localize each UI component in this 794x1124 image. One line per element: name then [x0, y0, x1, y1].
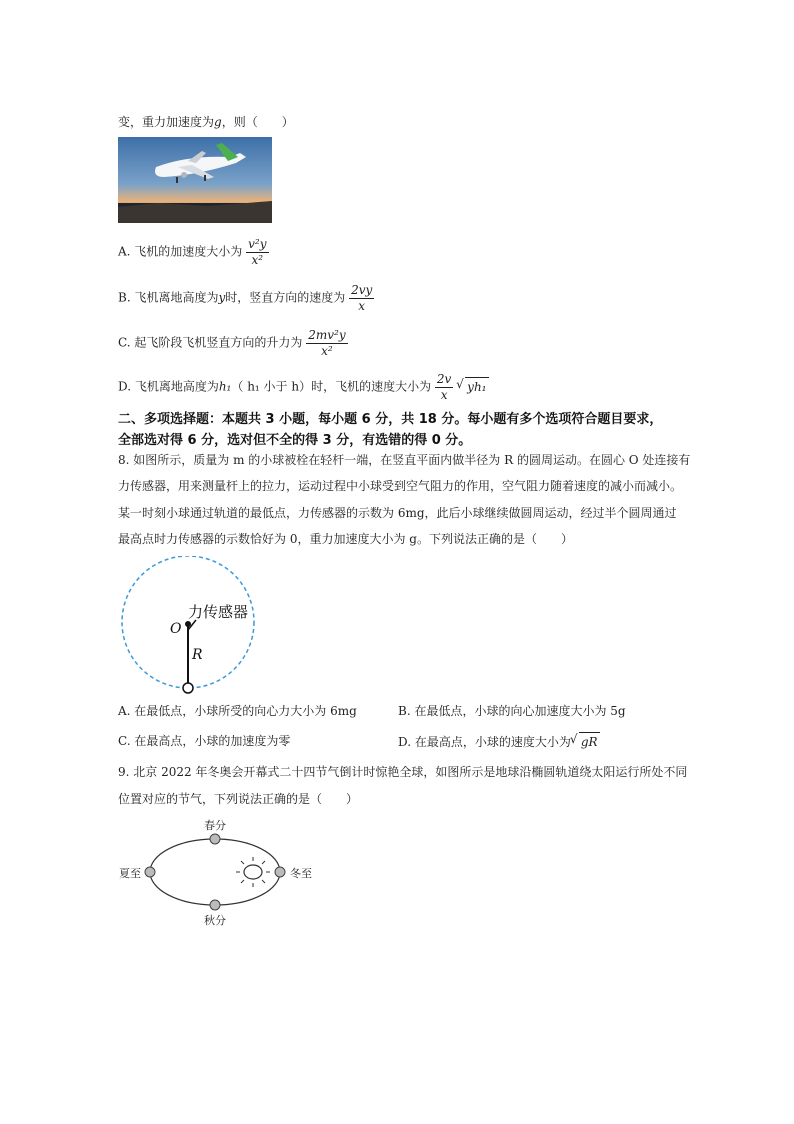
q9-stem-line1: 9. 北京 2022 年冬奥会开幕式二十四节气倒计时惊艳全球，如图所示是地球沿椭圆轨道绕太阳运行所处不同 — [118, 765, 688, 779]
q7-stem-tail: 变，重力加速度为g，则（ ） — [118, 115, 294, 129]
label-winter-solstice: 冬至 — [290, 867, 312, 880]
fraction: $\frac{\text{v²y}}{\text{x²}}$ — [248, 237, 267, 267]
fraction: $\frac{2v}{x}$ — [436, 372, 452, 402]
center-label: O — [170, 621, 182, 637]
sqrt-expression: √ gR — [579, 732, 600, 751]
q8-circle-figure — [118, 556, 258, 696]
earth-position-top — [210, 834, 220, 844]
fraction: $\frac{2vy}{x}$ — [351, 283, 373, 313]
q8-option-d: D. 在最高点，小球的速度大小为√ gR — [398, 732, 600, 751]
q7-option-d: D. 飞机离地高度为h₁（ h₁ 小于 h）时，飞机的速度大小为 $\frac{2v}{x}$ √ yh₁ — [118, 372, 489, 402]
sensor-label: 力传感器 — [188, 603, 249, 621]
ball — [183, 683, 193, 693]
q8-stem-line3: 某一时刻小球通过轨道的最低点，力传感器的示数为 6mg，此后小球继续做圆周运动，经过半个圆周通过 — [118, 506, 677, 520]
earth-position-bottom — [210, 900, 220, 910]
sqrt-expression: √ yh₁ — [465, 377, 488, 396]
label-summer-solstice: 夏至 — [119, 867, 141, 880]
earth-position-left — [145, 867, 155, 877]
q8-stem-line1: 8. 如图所示，质量为 m 的小球被栓在轻杆一端，在竖直平面内做半径为 R 的圆周运动。在圆心 O 处连接有 — [118, 453, 691, 467]
q8-option-a: A. 在最低点，小球所受的向心力大小为 6mg — [118, 704, 357, 718]
q8-stem-line2: 力传感器，用来测量杆上的拉力，运动过程中小球受到空气阻力的作用，空气阻力随着速度的减小而减小。 — [118, 479, 683, 493]
fraction: $\frac{\text{2mv²y}}{\text{x²}}$ — [308, 328, 346, 358]
label-autumn-equinox: 秋分 — [204, 914, 226, 927]
section-2-heading-line1: 二、多项选择题：本题共 3 小题，每小题 6 分，共 18 分。每小题有多个选项符合题目要求， — [118, 412, 663, 427]
earth-position-right — [275, 867, 285, 877]
q9-orbit-figure — [140, 828, 290, 918]
airplane-photo — [118, 137, 272, 223]
radius-label: R — [192, 647, 203, 663]
q7-option-a: A. 飞机的加速度大小为 $\frac{\text{v²y}}{\text{x²}}$ — [118, 237, 267, 267]
q8-option-c: C. 在最高点，小球的加速度为零 — [118, 734, 291, 748]
label-spring-equinox: 春分 — [204, 819, 226, 832]
q8-option-b: B. 在最低点，小球的向心加速度大小为 5g — [398, 704, 626, 718]
section-2-heading-line2: 全部选对得 6 分，选对但不全的得 3 分，有选错的得 0 分。 — [118, 433, 472, 448]
q9-stem-line2: 位置对应的节气，下列说法正确的是（ ） — [118, 792, 359, 806]
sun-icon — [236, 857, 270, 887]
q7-option-c: C. 起飞阶段飞机竖直方向的升力为 $\frac{\text{2mv²y}}{\text{x²}}$ — [118, 328, 346, 358]
q7-option-b: B. 飞机离地高度为y时，竖直方向的速度为 $\frac{2vy}{x}$ — [118, 283, 373, 313]
q8-stem-line4: 最高点时力传感器的示数恰好为 0，重力加速度大小为 g。下列说法正确的是（ ） — [118, 532, 573, 546]
